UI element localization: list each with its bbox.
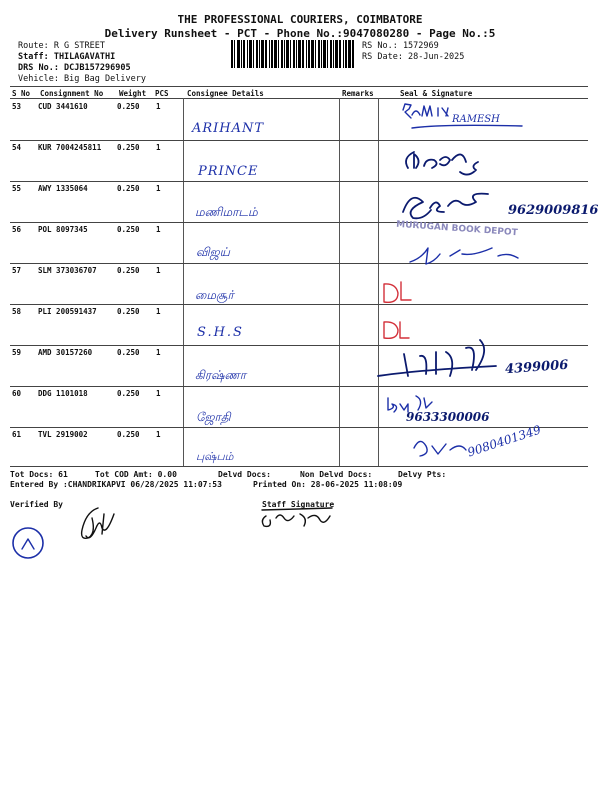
row-sno: 59	[12, 348, 22, 357]
row-pcs: 1	[156, 430, 161, 439]
row-pcs: 1	[156, 348, 161, 357]
row-pcs: 1	[156, 266, 161, 275]
row-sno: 58	[12, 307, 22, 316]
rs-date: RS Date: 28-Jun-2025	[362, 52, 465, 62]
row-consignment: KUR 7004245811	[38, 143, 102, 152]
seal-phone: 9633300006	[406, 410, 490, 424]
non-delivered-docs: Non Delvd Docs:	[300, 470, 373, 479]
row-pcs: 1	[156, 307, 161, 316]
row-sno: 54	[12, 143, 22, 152]
shop-stamp: MURUGAN BOOK DEPOT	[395, 219, 518, 239]
row-pcs: 1	[156, 389, 161, 398]
row-weight: 0.250	[117, 430, 140, 439]
row-consignment: AWY 1335064	[38, 184, 88, 193]
row-consignment: DDG 1101018	[38, 389, 88, 398]
row-sno: 55	[12, 184, 22, 193]
consignee-handwriting: S.H.S	[197, 325, 244, 340]
consignee-handwriting: விஜய்	[196, 245, 230, 259]
row-pcs: 1	[156, 225, 161, 234]
row-sno: 57	[12, 266, 22, 275]
row-weight: 0.250	[117, 348, 140, 357]
col-header-sno: S No	[12, 89, 31, 98]
staff-label: Staff: THILAGAVATHI	[18, 52, 116, 62]
row-consignment: TVL 2919002	[38, 430, 88, 439]
delivery-points: Delvy Pts:	[398, 470, 447, 479]
consignee-handwriting: புஷ்பம்	[196, 450, 234, 463]
seal-phone: 9080401349	[465, 422, 543, 460]
row-pcs: 1	[156, 102, 161, 111]
consignee-handwriting: ஜோதி	[196, 410, 231, 424]
total-cod: Tot COD Amt: 0.00	[95, 470, 177, 479]
consignee-handwriting: மணிமாடம்	[195, 205, 258, 219]
row-consignment: SLM 373036707	[38, 266, 97, 275]
entered-by: Entered By :CHANDRIKAPVI 06/28/2025 11:07:53	[10, 480, 222, 489]
delivered-docs: Delvd Docs:	[218, 470, 271, 479]
seal-phone: 9629009816	[508, 203, 599, 218]
runsheet-subtitle: Delivery Runsheet - PCT - Phone No.:9047080280 - Page No.:5	[104, 27, 496, 40]
consignee-handwriting: கிரஷ்ணா	[195, 368, 246, 382]
drs-number: DRS No.: DCJB157296905	[18, 63, 131, 73]
row-weight: 0.250	[117, 143, 140, 152]
col-header-pcs: PCS	[155, 89, 169, 98]
row-pcs: 1	[156, 143, 161, 152]
row-consignment: POL 8097345	[38, 225, 88, 234]
col-header-remarks: Remarks	[342, 89, 374, 98]
staff-signature-label: Staff Signature	[262, 500, 335, 509]
row-consignment: AMD 30157260	[38, 348, 93, 357]
row-consignment: PLI 200591437	[38, 307, 97, 316]
consignee-handwriting: மைசூர்	[195, 288, 234, 302]
row-weight: 0.250	[117, 184, 140, 193]
col-header-seal: Seal & Signature	[400, 89, 473, 98]
printed-on: Printed On: 28-06-2025 11:08:09	[253, 480, 403, 489]
company-title: THE PROFESSIONAL COURIERS, COIMBATORE	[177, 13, 423, 26]
row-sno: 53	[12, 102, 22, 111]
seal-phone: 4399006	[504, 357, 569, 378]
row-weight: 0.250	[117, 389, 140, 398]
row-consignment: CUD 3441610	[38, 102, 88, 111]
row-weight: 0.250	[117, 266, 140, 275]
verified-by-label: Verified By	[10, 500, 63, 509]
col-header-consignee: Consignee Details	[187, 89, 264, 98]
row-sno: 56	[12, 225, 22, 234]
row-sno: 60	[12, 389, 22, 398]
route-label: Route: R G STREET	[18, 41, 105, 51]
row-weight: 0.250	[117, 225, 140, 234]
col-header-weight: Weight	[119, 89, 147, 98]
row-sno: 61	[12, 430, 22, 439]
total-docs: Tot Docs: 61	[10, 470, 68, 479]
rs-number: RS No.: 1572969	[362, 41, 439, 51]
row-weight: 0.250	[117, 102, 140, 111]
vehicle-label: Vehicle: Big Bag Delivery	[18, 74, 146, 84]
col-header-consignment: Consignment No	[40, 89, 104, 98]
consignee-handwriting: ARIHANT	[192, 121, 265, 136]
seal-text: RAMESH	[452, 114, 500, 125]
row-weight: 0.250	[117, 307, 140, 316]
row-pcs: 1	[156, 184, 161, 193]
consignee-handwriting: PRINCE	[198, 164, 259, 179]
